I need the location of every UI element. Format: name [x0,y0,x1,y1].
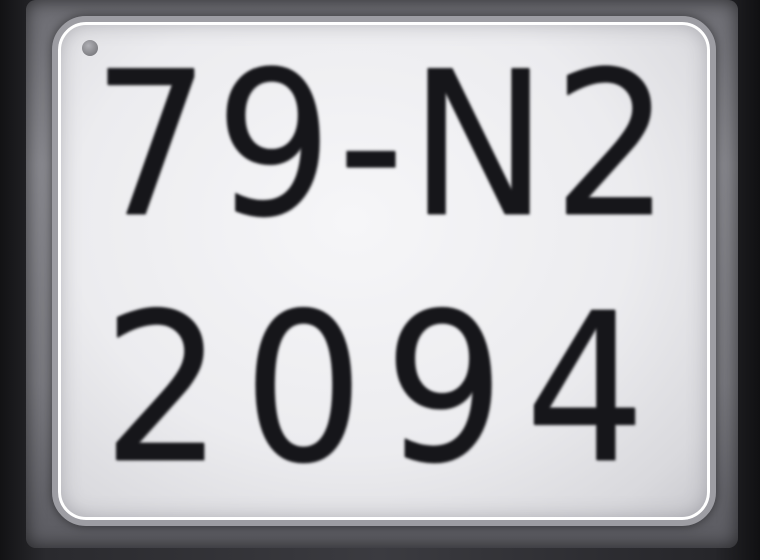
license-plate [52,16,716,526]
plate-line-1: 79-N2 [92,29,676,262]
plate-line-2: 2094 [102,269,666,509]
